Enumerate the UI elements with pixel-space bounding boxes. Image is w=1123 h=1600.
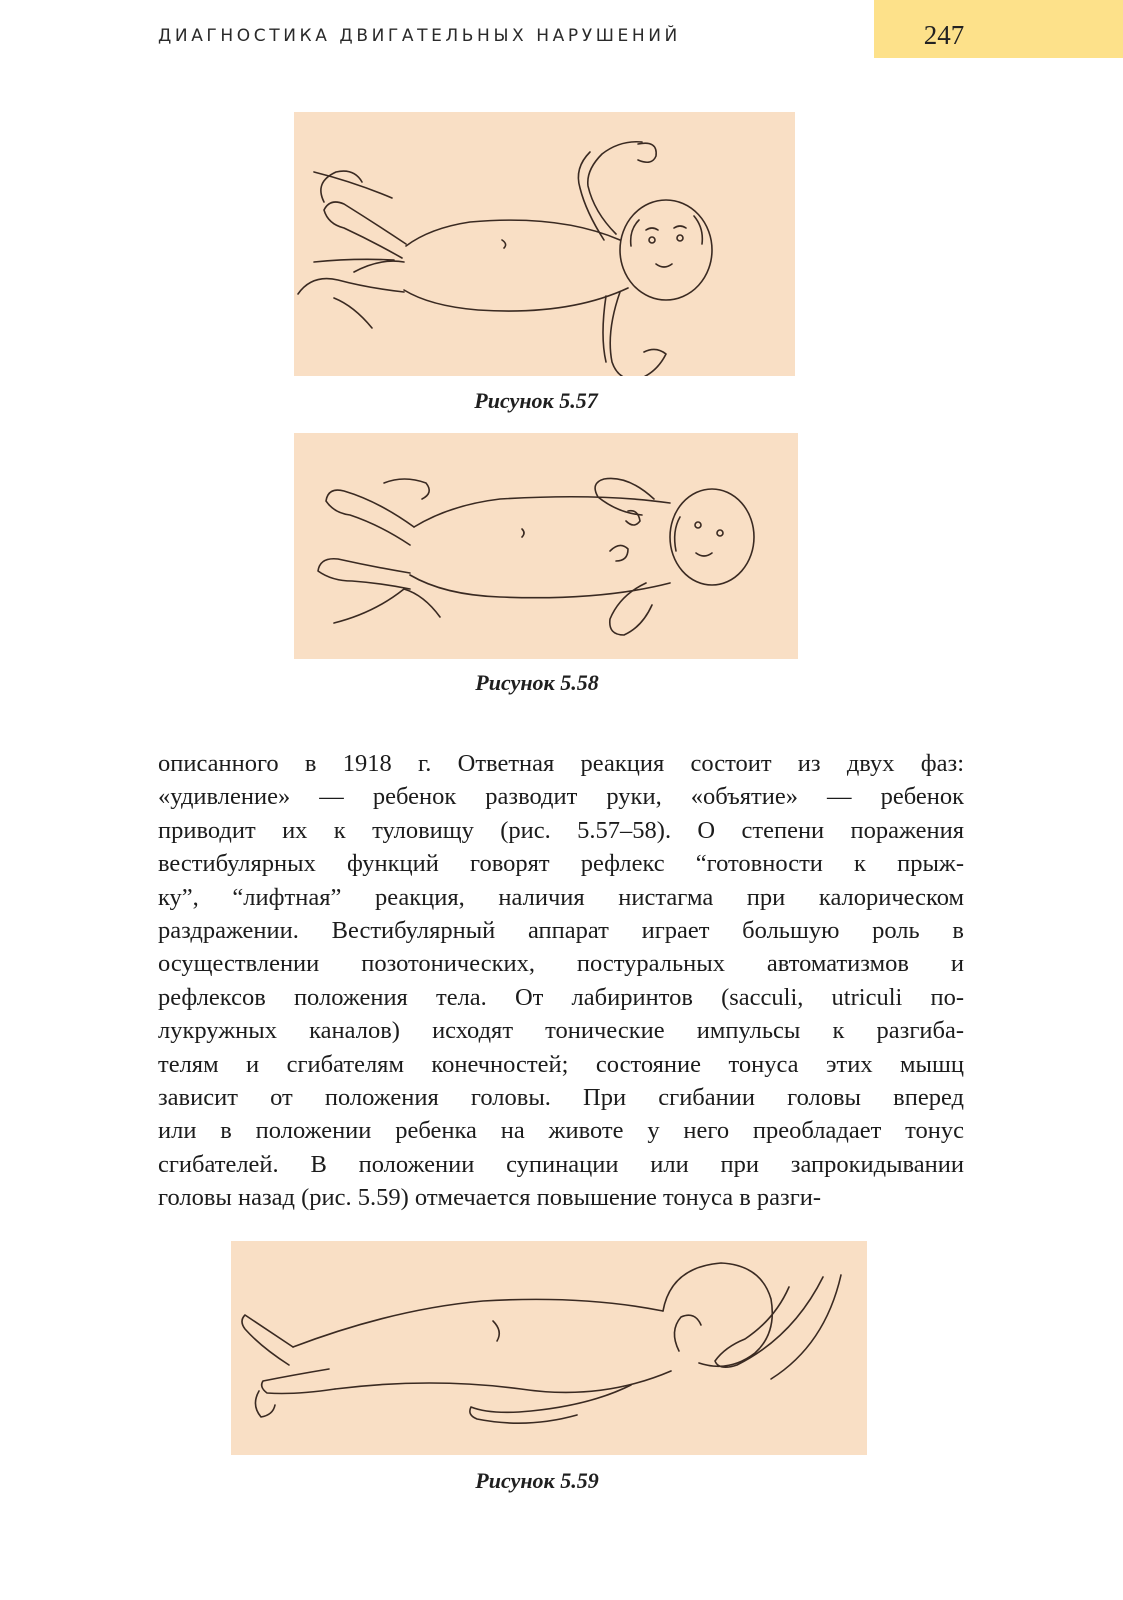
figure-5-59-caption: Рисунок 5.59 [475, 1468, 599, 1493]
body-line: раздражении. Вестибулярный аппарат играет большую роль в [158, 916, 964, 944]
body-line: описанного в 1918 г. Ответная реакция состоит из двух фаз: [158, 750, 964, 777]
body-line: приводит их к туловищу (рис. 5.57–58). О степени поражения [158, 816, 964, 844]
page-number-tab [874, 0, 1123, 58]
page-number: 247 [923, 20, 965, 50]
running-head: ДИАГНОСТИКА ДВИГАТЕЛЬНЫХ НАРУШЕНИЙ [158, 26, 681, 46]
body-line: сгибателей. В положении супинации или при запрокидывании [158, 1150, 964, 1178]
figure-5-57-caption: Рисунок 5.57 [474, 388, 598, 413]
body-paragraph [158, 747, 964, 1214]
body-line: лукружных каналов) исходят тонические импульсы к разгиба- [158, 1017, 964, 1045]
body-line: вестибулярных функций говорят рефлекс “готовности к прыж- [158, 850, 964, 878]
figure-5-58-caption: Рисунок 5.58 [475, 670, 599, 695]
body-line: осуществлении позотонических, постуральных автоматизмов и [158, 950, 964, 978]
figure-5-58-illustration [294, 433, 798, 659]
body-line: ку”, “лифтная” реакция, наличия нистагма при калорическом [158, 883, 964, 911]
body-line: рефлексов положения тела. От лабиринтов (sacculi, utriculi по- [158, 983, 964, 1011]
body-line: или в положении ребенка на животе у него преобладает тонус [158, 1117, 964, 1145]
body-line: головы назад (рис. 5.59) отмечается повышение тонуса в разги- [158, 1184, 822, 1212]
body-line: «удивление» — ребенок разводит руки, «объятие» — ребенок [158, 783, 964, 811]
body-line: телям и сгибателям конечностей; состояние тонуса этих мышц [158, 1050, 964, 1078]
figure-5-59-illustration [231, 1241, 867, 1455]
figure-5-57-illustration [294, 112, 795, 376]
body-line: зависит от положения головы. При сгибании головы вперед [158, 1083, 964, 1111]
